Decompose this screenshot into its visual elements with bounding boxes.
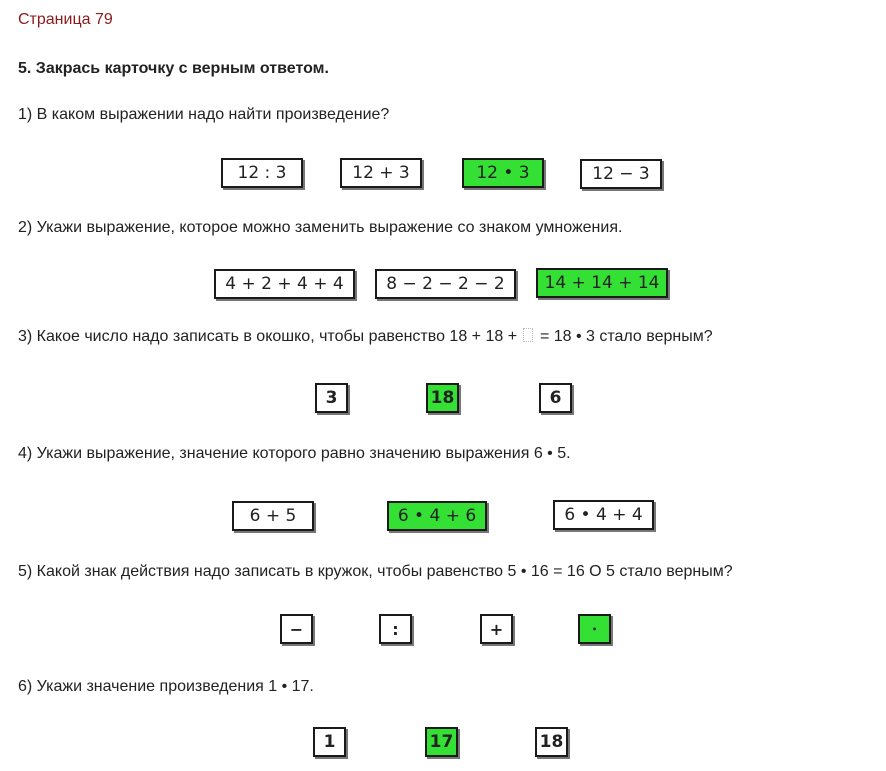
q6-card-18[interactable]: 18 [535,727,568,757]
q3-card-18-correct[interactable]: 18 [426,383,459,413]
q4-card-2-correct[interactable]: 6 • 4 + 6 [387,501,487,531]
question-1-text: 1) В каком выражении надо найти произведение? [18,106,390,123]
question-3-text-after: = 18 • 3 стало верным? [539,328,713,345]
q5-card-plus[interactable]: + [480,614,513,644]
task-heading: 5. Закрась карточку с верным ответом. [18,60,329,77]
q2-card-1[interactable]: 4 + 2 + 4 + 4 [214,269,355,299]
answer-box-icon [523,328,533,342]
q4-card-3[interactable]: 6 • 4 + 4 [553,500,654,530]
q6-card-1[interactable]: 1 [313,727,346,757]
question-5-text: 5) Какой знак действия надо записать в кружок, чтобы равенство 5 • 16 = 16 О 5 стало верным? [18,563,733,580]
q1-card-divide[interactable]: 12 : 3 [221,158,303,188]
q3-card-6[interactable]: 6 [539,383,572,413]
q5-card-minus[interactable]: − [280,614,313,644]
question-6-text: 6) Укажи значение произведения 1 • 17. [18,678,314,695]
q5-card-divide[interactable]: : [379,614,412,644]
q3-card-3[interactable]: 3 [315,383,348,413]
q1-card-multiply-correct[interactable]: 12 • 3 [462,158,544,188]
question-2-text: 2) Укажи выражение, которое можно заменить выражение со знаком умножения. [18,219,623,236]
q1-card-subtract[interactable]: 12 − 3 [580,159,662,189]
question-3-text-before: 3) Какое число надо записать в окошко, чтобы равенство 18 + 18 + [18,328,518,345]
question-4-text: 4) Укажи выражение, значение которого равно значению выражения 6 • 5. [18,445,571,462]
q2-card-2[interactable]: 8 − 2 − 2 − 2 [375,269,516,299]
page-title: Страница 79 [18,11,113,28]
q4-card-1[interactable]: 6 + 5 [232,501,314,531]
q5-card-multiply-correct[interactable]: • [578,614,611,644]
question-3-text [18,328,713,346]
q6-card-17-correct[interactable]: 17 [425,727,458,757]
q2-card-3-correct[interactable]: 14 + 14 + 14 [536,268,668,298]
q1-card-add[interactable]: 12 + 3 [340,158,422,188]
